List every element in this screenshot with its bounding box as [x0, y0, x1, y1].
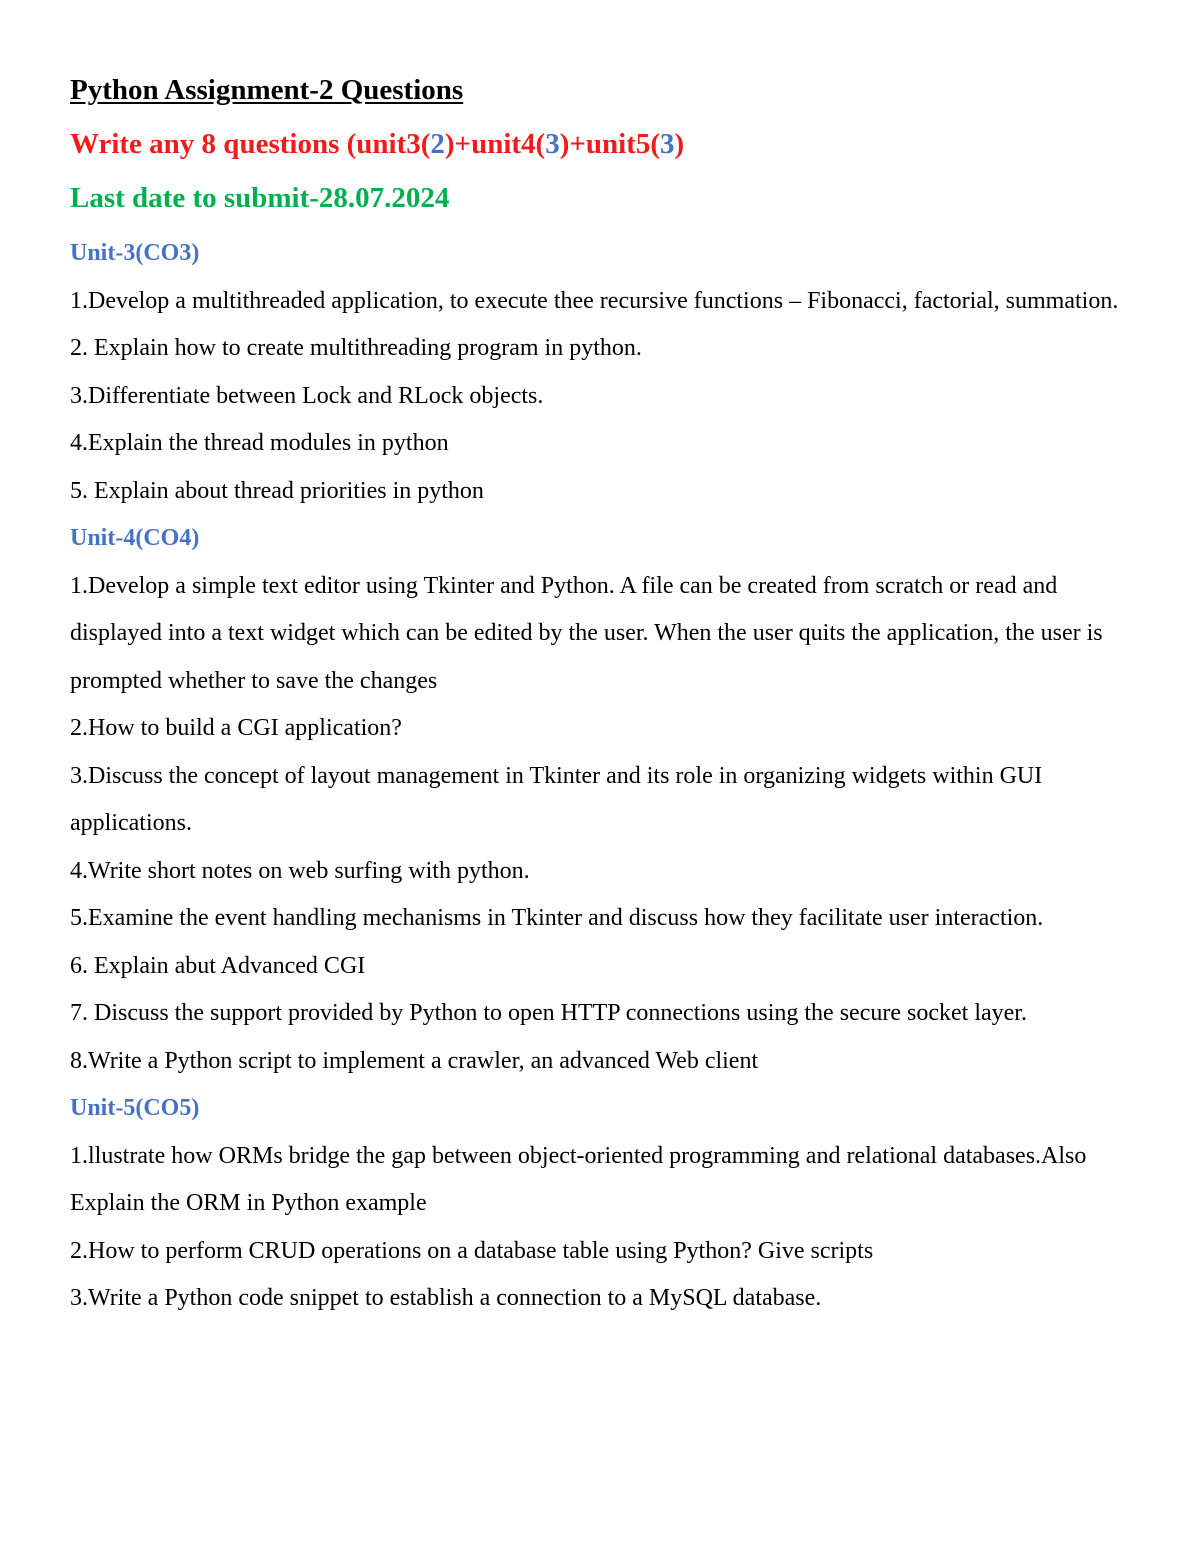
- instruction-unit4-count: 3: [545, 128, 560, 160]
- question-item: 3.Write a Python code snippet to establish a connection to a MySQL database.: [70, 1285, 822, 1311]
- page-title: Python Assignment-2 Questions: [70, 74, 464, 106]
- instruction-mid2: )+unit5(: [559, 128, 661, 160]
- instruction-mid1: )+unit4(: [444, 128, 546, 160]
- instruction-unit5-count: 3: [660, 128, 675, 160]
- question-item: 7. Discuss the support provided by Python to open HTTP connections using the secure socket layer.: [70, 1000, 1027, 1026]
- question-item: 3.Differentiate between Lock and RLock objects.: [70, 382, 544, 409]
- question-item: 1.llustrate how ORMs bridge the gap between object-oriented programming and relational databases.Also Explain the ORM in Python example: [70, 1142, 1087, 1216]
- question-item: 6. Explain abut Advanced CGI: [70, 952, 366, 979]
- question-item: 1.Develop a multithreaded application, to execute thee recursive functions – Fibonacci, factorial, summation.: [70, 287, 1119, 314]
- question-item: 5. Explain about thread priorities in python: [70, 477, 484, 504]
- instruction-suffix: ): [674, 128, 685, 160]
- submission-deadline: Last date to submit-28.07.2024: [70, 182, 450, 214]
- unit-section: [70, 515, 1140, 1085]
- question-item: 2. Explain how to create multithreading program in python.: [70, 335, 642, 361]
- unit-heading: Unit-3(CO3): [70, 240, 200, 266]
- question-item: 2.How to perform CRUD operations on a database table using Python? Give scripts: [70, 1237, 874, 1264]
- document-page: [70, 68, 1140, 1323]
- question-item: 8.Write a Python script to implement a crawler, an advanced Web client: [70, 1047, 759, 1074]
- instruction-prefix: Write any 8 questions (unit3(: [70, 128, 431, 160]
- unit-section: [70, 230, 1140, 515]
- unit-heading: Unit-5(CO5): [70, 1095, 200, 1121]
- question-item: 4.Explain the thread modules in python: [70, 430, 449, 456]
- question-item: 4.Write short notes on web surfing with python.: [70, 857, 530, 884]
- question-item: 1.Develop a simple text editor using Tkinter and Python. A file can be created from scratch or read and displayed into a text widget which can be edited by the user. When the user quits the application, the user is prompted whether to save the changes: [70, 572, 1103, 694]
- assignment-instruction: [70, 122, 1140, 166]
- question-item: 5.Examine the event handling mechanisms in Tkinter and discuss how they facilitate user interaction.: [70, 905, 1044, 931]
- instruction-unit3-count: 2: [430, 128, 445, 160]
- unit-section: [70, 1085, 1140, 1323]
- question-item: 2.How to build a CGI application?: [70, 715, 402, 741]
- question-item: 3.Discuss the concept of layout management in Tkinter and its role in organizing widgets within GUI applications.: [70, 762, 1043, 836]
- unit-heading: Unit-4(CO4): [70, 525, 200, 551]
